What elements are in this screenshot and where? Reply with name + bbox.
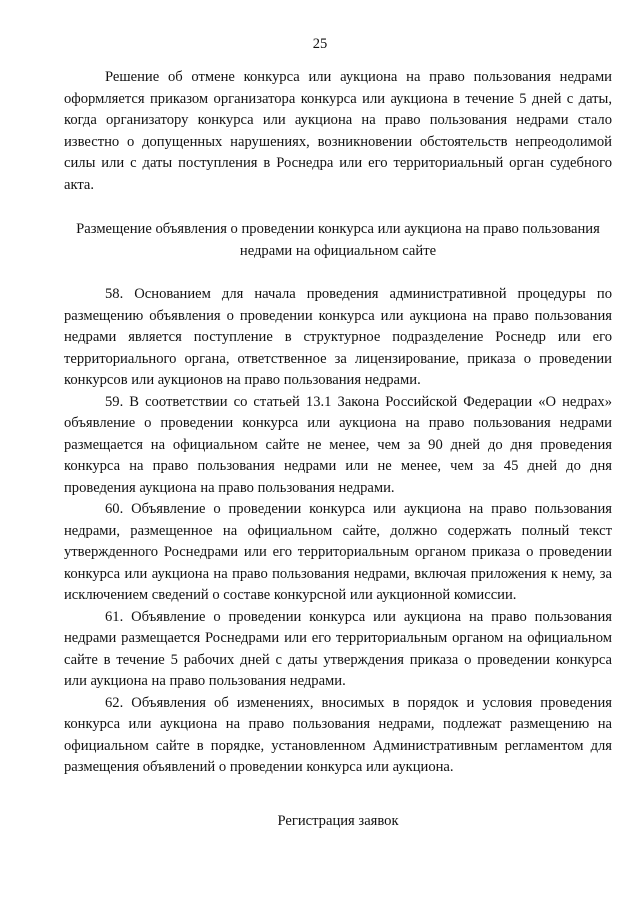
document-body: [64, 67, 612, 832]
page-number: 25: [312, 36, 328, 52]
paragraph-59: 59. В соответствии со статьей 13.1 Закона Российской Федерации «О недрах» объявление о проведении конкурса или аукциона на право пользования недрами размещается на официальном сайте не менее, чем за 90 дней до дня проведения конкурса на право пользования недрами или не менее, чем за 45 дней до дня проведения аукциона на право пользования недрами.: [64, 393, 612, 496]
paragraph-60: 60. Объявление о проведении конкурса или аукциона на право пользования недрами, размещенное на официальном сайте, должно содержать полный текст утвержденного Роснедрами или его территориальным органом приказа о проведении конкурса или аукциона на право пользования недрами, включая приложения к нему, за исключением сведений о составе конкурсной или аукционной комиссии.: [64, 501, 612, 603]
paragraph-58: 58. Основанием для начала проведения административной процедуры по размещению объявления о проведении конкурса или аукциона на право пользования недрами является поступление в структурное подразделение Роснедр или его территориального органа, ответственное за лицензирование, приказа о проведении конкурсов или аукционов на право пользования недрами.: [64, 286, 612, 388]
final-heading: Регистрация заявок: [277, 812, 399, 829]
intro-paragraph: Решение об отмене конкурса или аукциона на право пользования недрами оформляется приказом организатора конкурса или аукциона в течение 5 дней с даты, когда организатору конкурса или аукциона на право пользования недрами стало известно о допущенных нарушениях, возникновении обстоятельств непреодолимой силы или с даты поступления в Роснедра или его территориальный орган судебного акта.: [64, 69, 612, 193]
paragraph-62: 62. Объявления об изменениях, вносимых в порядок и условия проведения конкурса или аукциона на право пользования недрами, подлежат размещению на официальном сайте в порядке, установленном Административным регламентом для размещения объявлений о проведении конкурса или аукциона.: [64, 694, 612, 775]
section-heading: Размещение объявления о проведении конкурса или аукциона на право пользования недрами на официальном сайте: [76, 221, 600, 259]
paragraph-61: 61. Объявление о проведении конкурса или аукциона на право пользования недрами размещается Роснедрами или его территориальным органом на официальном сайте в течение 5 рабочих дней с даты утверждения приказа о проведении конкурса или аукциона на право пользования недрами.: [64, 608, 612, 689]
